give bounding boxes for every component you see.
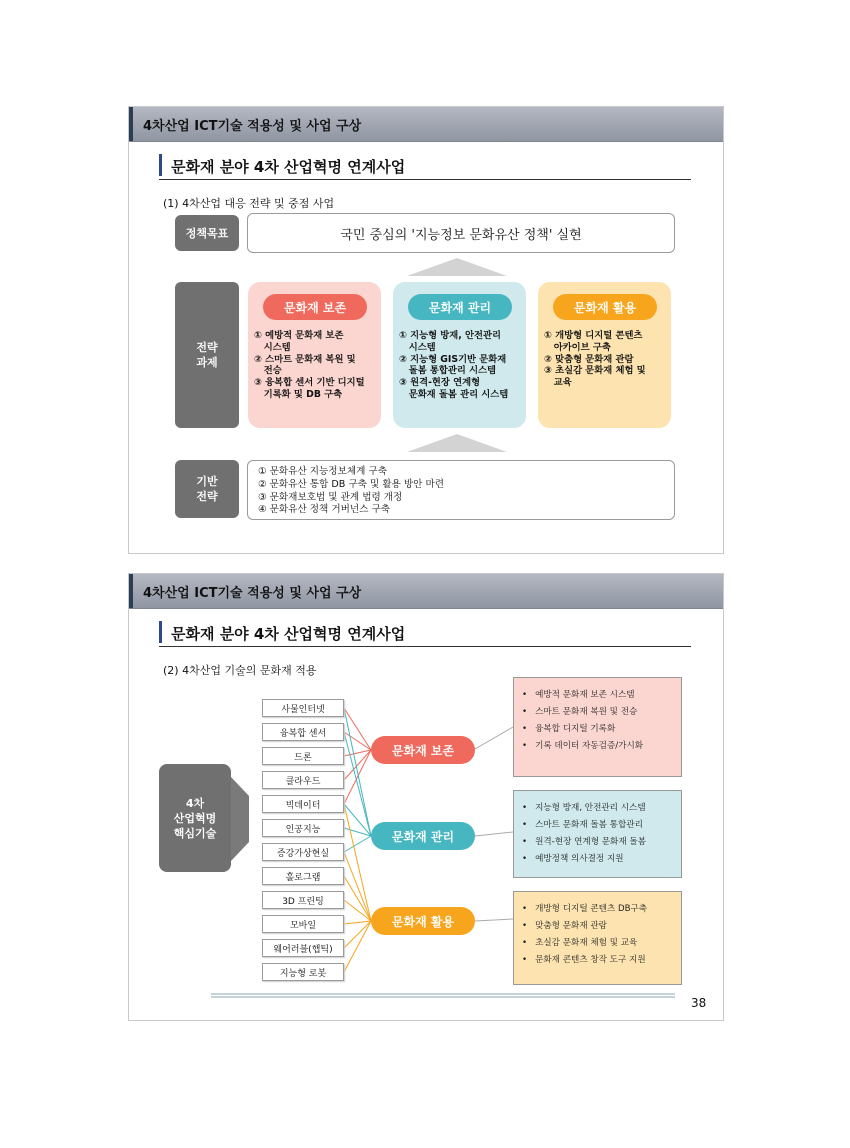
task-preserve-list (254, 330, 378, 401)
target-manage: 문화재 관리 (371, 822, 475, 850)
detail-item: • 초실감 문화재 체험 및 교육 (522, 935, 647, 952)
connector-line (344, 876, 371, 921)
task-utilize (538, 282, 671, 428)
connector-line (344, 750, 371, 804)
policy-goal-box (247, 213, 675, 253)
task-item: 전승 (254, 365, 282, 377)
utilize-detail-list (522, 901, 647, 969)
section-subtitle: (2) 4차산업 기술의 문화재 적용 (163, 664, 317, 677)
tech-3d-printing: 3D 프린팅 (262, 891, 344, 909)
tech-hologram: 홀로그램 (262, 867, 344, 885)
task-item: 돌봄 통합관리 시스템 (399, 365, 497, 377)
connector-line (344, 836, 371, 852)
base-strategy-label: 기반 전략 (175, 460, 239, 518)
base-strategy-list (258, 466, 444, 517)
header-text: 4차산업 ICT기술 적용성 및 사업 구상 (143, 586, 362, 601)
target-preserve: 문화재 보존 (371, 736, 475, 764)
task-utilize-list (544, 330, 668, 389)
task-item: ① 지능형 방재, 안전관리 (399, 330, 501, 341)
task-item: ② 맞춤형 문화재 관람 (544, 353, 634, 365)
detail-item: • 스마트 문화재 복원 및 전승 (522, 704, 643, 721)
policy-goal-text: 국민 중심의 '지능정보 문화유산 정책' 실현 (340, 227, 582, 243)
slide-technology (128, 573, 724, 1021)
task-manage-list (399, 330, 523, 401)
utilize-detail-box (513, 891, 682, 985)
tech-mobile: 모바일 (262, 915, 344, 933)
task-item: ① 예방적 문화재 보존 (254, 330, 344, 341)
task-utilize-title: 문화재 활용 (553, 294, 657, 320)
manage-detail-list (522, 800, 646, 868)
detail-item: • 기록 데이터 자동검증/가시화 (522, 738, 643, 755)
up-arrow-icon (407, 258, 507, 276)
task-item: 교육 (544, 377, 572, 389)
preserve-detail-list (522, 687, 643, 755)
task-manage (393, 282, 526, 428)
tech-iot: 사물인터넷 (262, 699, 344, 717)
base-strategy-box (247, 460, 675, 520)
task-item: ① 개방형 디지털 콘텐츠 (544, 330, 643, 341)
task-item: ② 스마트 문화재 복원 및 (254, 353, 356, 365)
task-preserve-title: 문화재 보존 (263, 294, 367, 320)
tech-target-lines (344, 708, 371, 972)
up-arrow-icon (407, 434, 507, 452)
slide-title (159, 153, 691, 180)
connector-line (344, 708, 371, 836)
slide-strategy (128, 106, 724, 554)
manage-detail-box (513, 790, 682, 878)
task-item: ③ 원격-현장 연계형 (399, 377, 481, 389)
task-item: ③ 융복합 센서 기반 디지털 (254, 377, 365, 389)
utilize-detail-line (475, 919, 513, 921)
policy-goal-label: 정책목표 (175, 215, 239, 251)
base-item: ② 문화유산 통합 DB 구축 및 활용 방안 마련 (258, 478, 444, 490)
task-item: 기록화 및 DB 구축 (254, 388, 343, 400)
strategy-task-label: 전략 과제 (175, 282, 239, 428)
task-preserve (248, 282, 381, 428)
task-item: ③ 초실감 문화재 체험 및 (544, 365, 646, 377)
header-text: 4차산업 ICT기술 적용성 및 사업 구상 (143, 119, 362, 134)
connector-line (344, 921, 371, 948)
preserve-detail-box (513, 677, 682, 777)
tech-wearable: 웨어러블(햅틱) (262, 939, 344, 957)
base-item: ③ 문화재보호법 및 관계 법령 개정 (258, 491, 403, 503)
task-item: 시스템 (254, 341, 291, 353)
task-item: 문화재 돌봄 관리 시스템 (399, 388, 509, 400)
detail-item: • 스마트 문화재 돌봄 통합관리 (522, 817, 646, 834)
section-subtitle: (1) 4차산업 대응 전략 및 중점 사업 (163, 197, 335, 210)
tech-robot: 지능형 로봇 (262, 963, 344, 981)
tech-sensor: 융복합 센서 (262, 723, 344, 741)
tech-ai: 인공지능 (262, 819, 344, 837)
connector-line (344, 828, 371, 836)
core-arrow-icon (231, 777, 249, 861)
tech-ar-vr: 증강가상현실 (262, 843, 344, 861)
tech-cloud: 클라우드 (262, 771, 344, 789)
detail-item: • 맞춤형 문화재 관람 (522, 918, 647, 935)
slide-header (129, 107, 723, 142)
detail-item: • 개방형 디지털 콘텐츠 DB구축 (522, 901, 647, 918)
preserve-detail-line (475, 727, 513, 749)
detail-item: • 원격-현장 연계형 문화재 돌봄 (522, 834, 646, 851)
title-text: 문화재 분야 4차 산업혁명 연계사업 (171, 158, 406, 176)
task-item: 아카이브 구축 (544, 341, 611, 353)
detail-item: • 예방적 문화재 보존 시스템 (522, 687, 643, 704)
connector-line (344, 921, 371, 924)
core-technology-label: 4차 산업혁명 핵심기술 (159, 764, 231, 872)
task-item: 시스템 (399, 341, 436, 353)
detail-item: • 융복합 디지털 기록화 (522, 721, 643, 738)
base-item: ① 문화유산 지능정보체계 구축 (258, 466, 387, 477)
target-utilize: 문화재 활용 (371, 907, 475, 935)
task-item: ② 지능형 GIS기반 문화재 (399, 353, 507, 365)
page-number: 38 (691, 996, 707, 1010)
connector-line (344, 750, 371, 780)
tech-bigdata: 빅데이터 (262, 795, 344, 813)
detail-item: • 지능형 방재, 안전관리 시스템 (522, 800, 646, 817)
tech-drone: 드론 (262, 747, 344, 765)
detail-item: • 문화재 콘텐츠 창작 도구 지원 (522, 952, 647, 969)
connector-line (344, 921, 371, 972)
manage-detail-line (475, 832, 513, 836)
title-text: 문화재 분야 4차 산업혁명 연계사업 (171, 625, 406, 643)
task-manage-title: 문화재 관리 (408, 294, 512, 320)
detail-item: • 예방정책 의사결정 지원 (522, 851, 646, 868)
base-item: ④ 문화유산 정책 거버넌스 구축 (258, 504, 391, 516)
